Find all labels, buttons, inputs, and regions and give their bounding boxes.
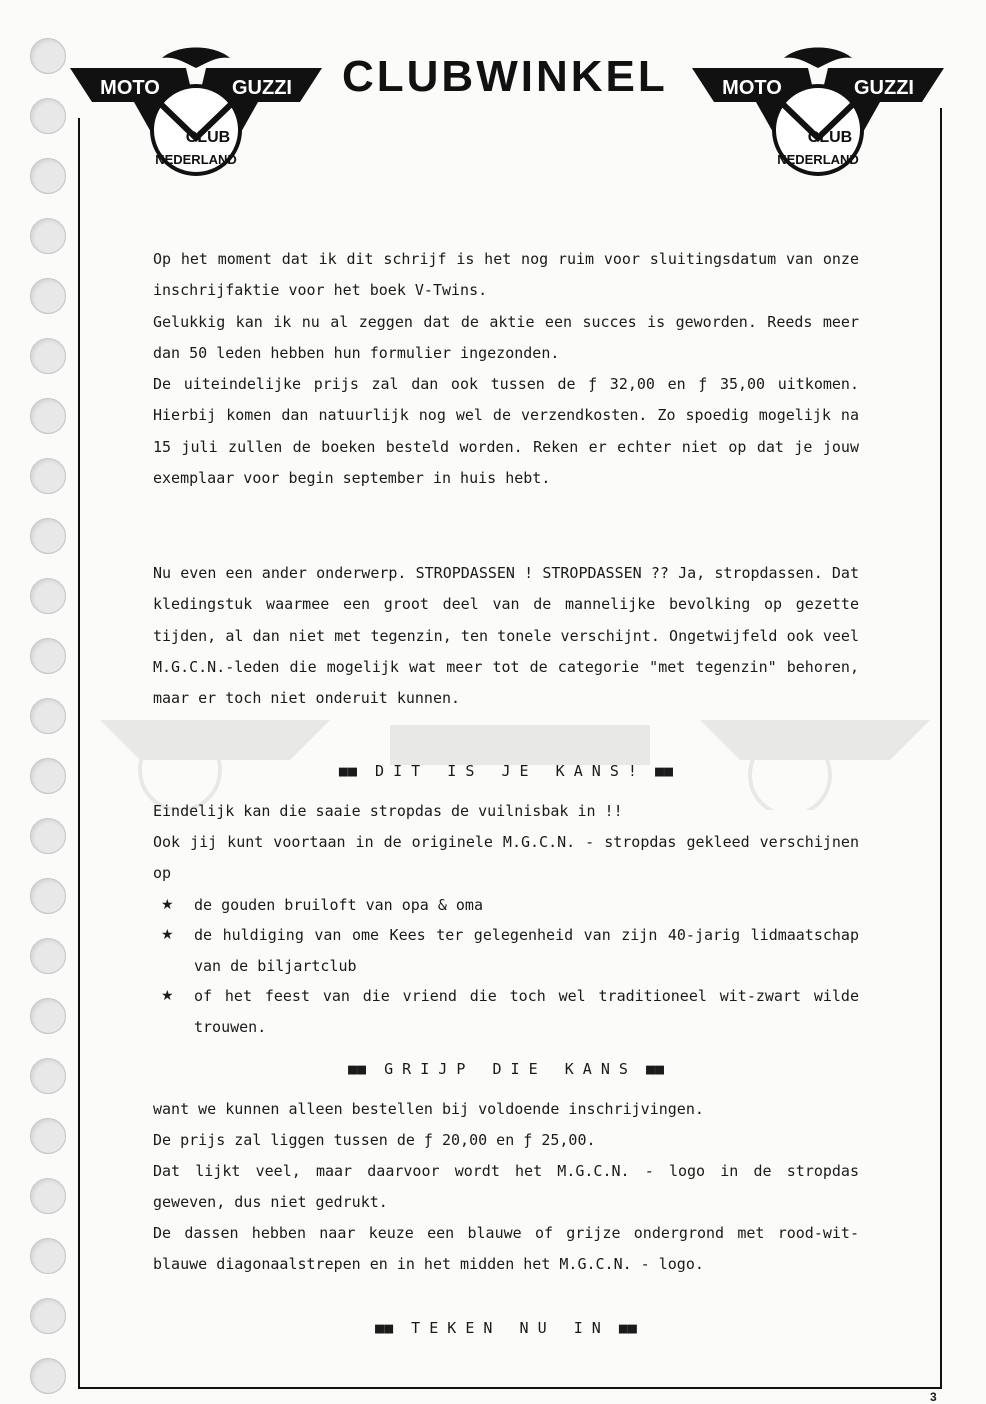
binder-hole bbox=[30, 458, 66, 494]
paragraph-originele: Ook jij kunt voortaan in de originele M.G.C.N. - stropdas gekleed verschijnen op bbox=[153, 833, 859, 883]
binder-hole bbox=[30, 638, 66, 674]
frame-bottom-rule bbox=[78, 1387, 942, 1389]
binder-hole bbox=[30, 38, 66, 74]
binder-hole bbox=[30, 818, 66, 854]
page-title: CLUBWINKEL bbox=[342, 52, 668, 101]
binder-hole bbox=[30, 98, 66, 134]
binder-hole bbox=[30, 1238, 66, 1274]
moto-guzzi-club-logo-left bbox=[68, 38, 324, 178]
binder-hole bbox=[30, 698, 66, 734]
binder-hole bbox=[30, 518, 66, 554]
logo-right-moto: MOTO bbox=[722, 77, 782, 99]
list-item-text: de gouden bruiloft van opa & oma bbox=[194, 896, 483, 914]
list-item-text: of het feest van die vriend die toch wel traditioneel wit-zwart wilde trouwen. bbox=[194, 987, 859, 1036]
paragraph-stropdassen: Nu even een ander onderwerp. STROPDASSEN ! STROPDASSEN ?? Ja, stropdassen. Dat kledingstuk waarmee een groot deel van de mannelijke bevolking op gezette tijden, al dan niet met tegenzin, ten tonele verschijnt. Ongetwijfeld ook veel M.G.C.N.-leden die mogelijk wat meer tot de categorie "met tegenzin" behoren, maar er toch niet onderuit kunnen. bbox=[153, 564, 859, 708]
frame-left-rule bbox=[78, 118, 80, 1388]
binder-hole bbox=[30, 998, 66, 1034]
page-number: 3 bbox=[930, 1390, 937, 1404]
moto-guzzi-club-logo-right bbox=[690, 38, 946, 178]
binder-hole bbox=[30, 938, 66, 974]
paragraph-logo-geweven: Dat lijkt veel, maar daarvoor wordt het M.G.C.N. - logo in de stropdas geweven, dus niet gedrukt. bbox=[153, 1162, 859, 1212]
binder-hole bbox=[30, 758, 66, 794]
slogan-grijp-die-kans: ■■ G R I J P D I E K A N S ■■ bbox=[347, 1060, 665, 1078]
logo-right-guzzi: GUZZI bbox=[854, 77, 914, 99]
paragraph-success: Gelukkig kan ik nu al zeggen dat de aktie een succes is geworden. Reeds meer dan 50 leden hebben hun formulier ingezonden. bbox=[153, 313, 859, 363]
binder-hole bbox=[30, 278, 66, 314]
list-item bbox=[153, 890, 859, 921]
binder-hole bbox=[30, 1118, 66, 1154]
paragraph-bestellen: want we kunnen alleen bestellen bij voldoende inschrijvingen. bbox=[153, 1100, 704, 1118]
binder-hole bbox=[30, 578, 66, 614]
paragraph-dassen: De dassen hebben naar keuze een blauwe of grijze ondergrond met rood-wit-blauwe diagonaalstrepen en in het midden het M.G.C.N. - logo. bbox=[153, 1224, 859, 1274]
binder-hole bbox=[30, 878, 66, 914]
logo-left-club: CLUB bbox=[185, 129, 231, 146]
paragraph-price: De uiteindelijke prijs zal dan ook tussen de ƒ 32,00 en ƒ 35,00 uitkomen. Hierbij komen dan natuurlijk nog wel de verzendkosten. Zo spoedig mogelijk na 15 juli zullen de boeken besteld worden. Reken er echter niet op dat je jouw exemplaar voor begin september in huis hebt. bbox=[153, 375, 859, 487]
logo-left-nederland: NEDERLAND bbox=[155, 152, 237, 167]
list-item bbox=[153, 920, 859, 982]
logo-left-guzzi: GUZZI bbox=[232, 77, 292, 99]
binder-hole bbox=[30, 1298, 66, 1334]
star-icon: ★ bbox=[161, 988, 174, 1004]
logo-right-club: CLUB bbox=[807, 129, 853, 146]
list-item bbox=[153, 981, 859, 1043]
paragraph-intro: Op het moment dat ik dit schrijf is het nog ruim voor sluitingsdatum van onze inschrijfaktie voor het boek V-Twins. bbox=[153, 250, 859, 300]
show-through-watermark bbox=[90, 700, 940, 810]
star-icon: ★ bbox=[161, 927, 174, 943]
logo-left-moto: MOTO bbox=[100, 77, 160, 99]
slogan-teken-nu-in: ■■ T E K E N N U I N ■■ bbox=[375, 1319, 637, 1337]
list-item-text: de huldiging van ome Kees ter gelegenheid van zijn 40-jarig lidmaatschap van de biljartclub bbox=[194, 926, 859, 975]
binder-hole bbox=[30, 218, 66, 254]
binder-holes bbox=[30, 38, 70, 1402]
binder-hole bbox=[30, 1358, 66, 1394]
frame-right-rule bbox=[940, 108, 942, 1388]
paragraph-vuilnisbak: Eindelijk kan die saaie stropdas de vuilnisbak in !! bbox=[153, 802, 623, 820]
occasion-list bbox=[153, 890, 859, 1042]
binder-hole bbox=[30, 158, 66, 194]
slogan-dit-is-je-kans: ■■ D I T I S J E K A N S ! ■■ bbox=[338, 762, 674, 780]
binder-hole bbox=[30, 1058, 66, 1094]
binder-hole bbox=[30, 1178, 66, 1214]
logo-right-nederland: NEDERLAND bbox=[777, 152, 859, 167]
binder-hole bbox=[30, 338, 66, 374]
binder-hole bbox=[30, 398, 66, 434]
paragraph-prijs: De prijs zal liggen tussen de ƒ 20,00 en ƒ 25,00. bbox=[153, 1131, 596, 1149]
star-icon: ★ bbox=[161, 897, 174, 913]
